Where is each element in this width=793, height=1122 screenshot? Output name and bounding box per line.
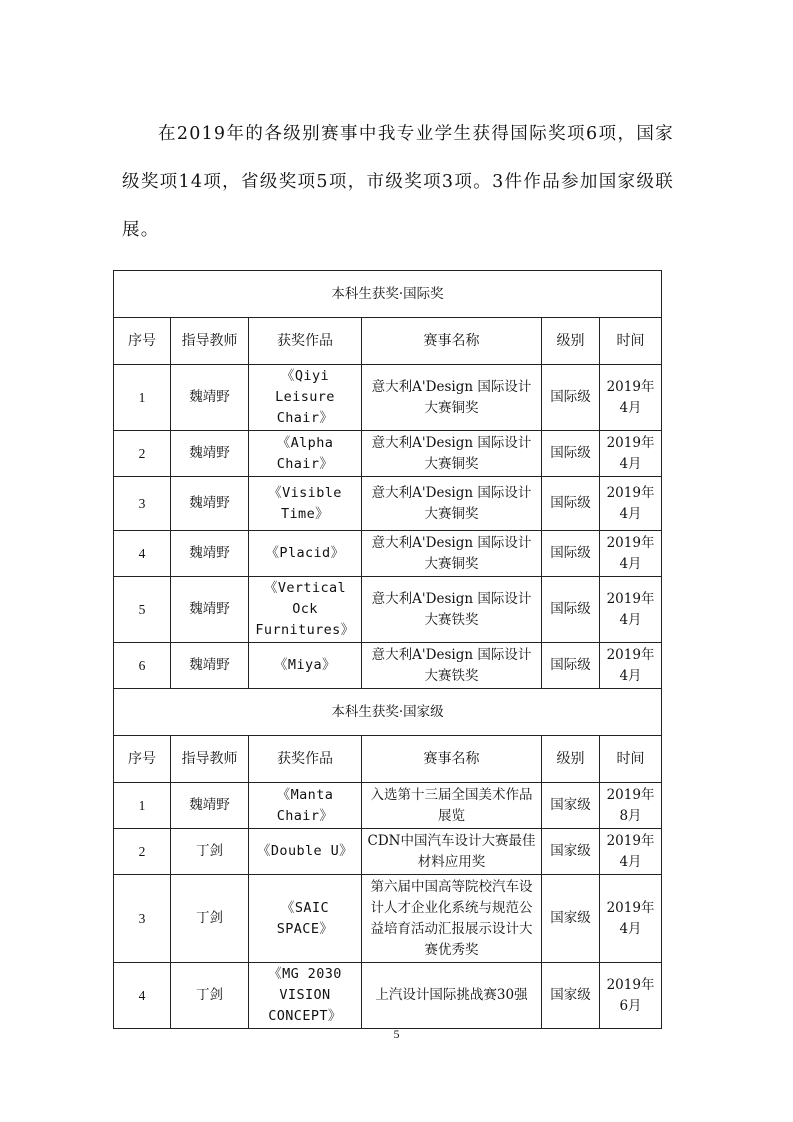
header-teacher: 指导教师: [171, 736, 249, 783]
table-row: [114, 783, 662, 829]
page-number: 5: [393, 1027, 400, 1041]
header-row: [114, 736, 662, 783]
cell-level: 国际级: [542, 365, 600, 431]
cell-level: 国家级: [542, 783, 600, 829]
cell-time: 2019年4月: [600, 531, 662, 577]
table-row: [114, 431, 662, 477]
cell-level: 国际级: [542, 531, 600, 577]
cell-time: 2019年4月: [600, 431, 662, 477]
cell-work: 《MG 2030 VISION CONCEPT》: [249, 963, 362, 1029]
cell-level: 国家级: [542, 875, 600, 963]
cell-time: 2019年4月: [600, 875, 662, 963]
section-title-row: [114, 689, 662, 736]
header-row: [114, 318, 662, 365]
cell-level: 国家级: [542, 829, 600, 875]
cell-no: 4: [114, 531, 171, 577]
cell-competition: 意大利A'Design 国际设计大赛铜奖: [362, 531, 542, 577]
cell-competition: 上汽设计国际挑战赛30强: [362, 963, 542, 1029]
cell-teacher: 魏靖野: [171, 577, 249, 643]
cell-no: 2: [114, 431, 171, 477]
cell-teacher: 魏靖野: [171, 365, 249, 431]
table-row: [114, 577, 662, 643]
cell-competition: 第六届中国高等院校汽车设计人才企业化系统与规范公益培育活动汇报展示设计大赛优秀奖: [362, 875, 542, 963]
awards-table: [113, 270, 662, 1029]
cell-competition: 意大利A'Design 国际设计大赛铜奖: [362, 431, 542, 477]
cell-time: 2019年4月: [600, 365, 662, 431]
header-time: 时间: [600, 318, 662, 365]
cell-work: 《SAIC SPACE》: [249, 875, 362, 963]
cell-level: 国际级: [542, 577, 600, 643]
cell-level: 国际级: [542, 643, 600, 689]
cell-work: 《Vertical Ock Furnitures》: [249, 577, 362, 643]
cell-work: 《Visible Time》: [249, 477, 362, 531]
cell-level: 国家级: [542, 963, 600, 1029]
cell-no: 3: [114, 875, 171, 963]
cell-time: 2019年8月: [600, 783, 662, 829]
cell-time: 2019年4月: [600, 477, 662, 531]
table-row: [114, 365, 662, 431]
intro-paragraph: 在2019年的各级别赛事中我专业学生获得国际奖项6项，国家级奖项14项，省级奖项5项，市级奖项3项。3件作品参加国家级联展。: [122, 123, 674, 240]
table-row: [114, 829, 662, 875]
cell-teacher: 魏靖野: [171, 431, 249, 477]
header-level: 级别: [542, 736, 600, 783]
cell-competition: 意大利A'Design 国际设计大赛铜奖: [362, 477, 542, 531]
section-title: 本科生获奖·国家级: [114, 689, 662, 736]
cell-work: 《Alpha Chair》: [249, 431, 362, 477]
header-no: 序号: [114, 318, 171, 365]
cell-work: 《Double U》: [249, 829, 362, 875]
table-row: [114, 963, 662, 1029]
cell-teacher: 丁剑: [171, 829, 249, 875]
cell-work: 《Placid》: [249, 531, 362, 577]
section-title: 本科生获奖·国际奖: [114, 271, 662, 318]
cell-teacher: 魏靖野: [171, 531, 249, 577]
header-no: 序号: [114, 736, 171, 783]
cell-level: 国际级: [542, 477, 600, 531]
cell-no: 2: [114, 829, 171, 875]
cell-time: 2019年6月: [600, 963, 662, 1029]
cell-competition: 入选第十三届全国美术作品展览: [362, 783, 542, 829]
cell-teacher: 魏靖野: [171, 477, 249, 531]
cell-time: 2019年4月: [600, 577, 662, 643]
cell-competition: 意大利A'Design 国际设计大赛铜奖: [362, 365, 542, 431]
header-level: 级别: [542, 318, 600, 365]
table-row: [114, 875, 662, 963]
header-work: 获奖作品: [249, 736, 362, 783]
header-teacher: 指导教师: [171, 318, 249, 365]
header-competition: 赛事名称: [362, 318, 542, 365]
cell-level: 国际级: [542, 431, 600, 477]
cell-competition: 意大利A'Design 国际设计大赛铁奖: [362, 577, 542, 643]
cell-work: 《Manta Chair》: [249, 783, 362, 829]
cell-teacher: 魏靖野: [171, 643, 249, 689]
cell-no: 5: [114, 577, 171, 643]
cell-work: 《Miya》: [249, 643, 362, 689]
cell-no: 1: [114, 783, 171, 829]
cell-teacher: 魏靖野: [171, 783, 249, 829]
table-row: [114, 531, 662, 577]
cell-competition: 意大利A'Design 国际设计大赛铁奖: [362, 643, 542, 689]
cell-work: 《Qiyi Leisure Chair》: [249, 365, 362, 431]
cell-competition: CDN中国汽车设计大赛最佳材料应用奖: [362, 829, 542, 875]
table-row: [114, 643, 662, 689]
cell-teacher: 丁剑: [171, 963, 249, 1029]
cell-teacher: 丁剑: [171, 875, 249, 963]
cell-no: 6: [114, 643, 171, 689]
table-row: [114, 477, 662, 531]
header-time: 时间: [600, 736, 662, 783]
header-work: 获奖作品: [249, 318, 362, 365]
section-title-row: [114, 271, 662, 318]
cell-no: 4: [114, 963, 171, 1029]
header-competition: 赛事名称: [362, 736, 542, 783]
cell-time: 2019年4月: [600, 643, 662, 689]
cell-time: 2019年4月: [600, 829, 662, 875]
cell-no: 3: [114, 477, 171, 531]
cell-no: 1: [114, 365, 171, 431]
